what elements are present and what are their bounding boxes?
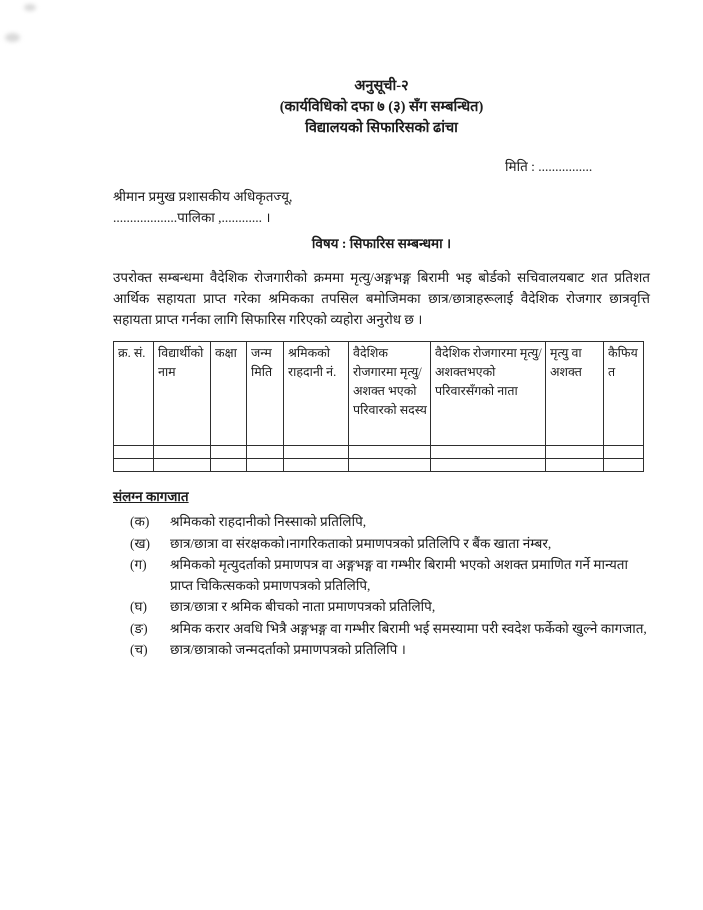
addressee-name: श्रीमान प्रमुख प्रशासकीय अधिकृतज्यू, — [113, 189, 293, 204]
table-cell — [247, 459, 284, 472]
document-body — [113, 76, 650, 662]
attachment-item-text: श्रमिकको मृत्युदर्ताको प्रमाणपत्र वा अङ्गभङ्ग वा गम्भीर बिरामी भएको अशक्त प्रमाणित गर्ने मान्यता प्राप्त चिकित्सकको प्रमाणपत्रको प्रतिलिपि, — [170, 557, 629, 593]
table-cell — [114, 459, 154, 472]
table-cell — [604, 446, 644, 459]
table-cell — [211, 459, 247, 472]
header-student-name: विद्यार्थीको नाम — [154, 342, 211, 446]
attachment-item — [113, 597, 650, 618]
header-birth-date: जन्म मिति — [247, 342, 284, 446]
table-cell — [431, 446, 546, 459]
table-cell — [284, 446, 349, 459]
attachment-item-label: (क) — [130, 514, 150, 529]
header-remarks: कैफियत — [604, 342, 644, 446]
document-subtitle: विद्यालयको सिफारिसको ढांचा — [305, 120, 458, 136]
empty-table-row — [114, 459, 644, 472]
table-cell — [247, 446, 284, 459]
table-cell — [154, 459, 211, 472]
table-cell — [431, 459, 546, 472]
header-class: कक्षा — [211, 342, 247, 446]
document-header — [113, 76, 650, 139]
attachment-item-label: (घ) — [130, 599, 147, 614]
attachment-item — [113, 640, 650, 661]
attachments-list — [113, 512, 650, 661]
table-cell — [546, 459, 604, 472]
table-cell — [546, 446, 604, 459]
attachment-item — [113, 512, 650, 533]
attachment-item-text: श्रमिकको राहदानीको निस्साको प्रतिलिपि, — [170, 514, 367, 529]
table-cell — [349, 459, 431, 472]
procedure-reference: (कार्यविधिको दफा ७ (३) सँग सम्बन्धित) — [279, 99, 484, 115]
table-cell — [114, 446, 154, 459]
body-paragraph: उपरोक्त सम्बन्धमा वैदेशिक रोजगारीको क्रममा मृत्यु/अङ्गभङ्ग बिरामी भइ बोर्डको सचिवालयबाट शत प्रतिशत आर्थिक सहायता प्राप्त गरेका श्रमिकका तपसिल बमोजिमका छात्र/छात्राहरूलाई वैदेशिक रोजगार छात्रवृत्ति सहायता प्राप्त गर्नका लागि सिफारिस गरिएको व्यहोरा अनुरोध छ । — [113, 270, 650, 327]
schedule-title: अनुसूची-२ — [354, 78, 409, 94]
addressee-block — [113, 186, 650, 228]
attachment-item-label: (ख) — [130, 535, 151, 551]
header-passport-no: श्रमिकको राहदानी नं. — [284, 342, 349, 446]
attachment-item-label: (ङ) — [130, 620, 148, 636]
recommendation-table — [113, 341, 644, 472]
attachment-item — [113, 555, 650, 596]
attachment-item-label: (च) — [130, 642, 148, 657]
header-serial-no: क्र. सं. — [114, 342, 154, 446]
table-cell — [211, 446, 247, 459]
table-header-row — [114, 342, 644, 446]
attachment-item-text: छात्र/छात्रा वा संरक्षकको।नागरिकताको प्रमाणपत्रको प्रतिलिपि र बैंक खाता नंम्बर, — [170, 535, 552, 551]
attachment-item — [113, 619, 650, 640]
ink-smudge — [24, 4, 36, 11]
table-cell — [284, 459, 349, 472]
header-family-member: वैदेशिक रोजगारमा मृत्यु/अशक्त भएको परिवारको सदस्य — [349, 342, 431, 446]
subject-line: विषय : सिफारिस सम्बन्धमा । — [311, 236, 452, 251]
attachment-item-text: श्रमिक करार अवधि भित्रै अङ्गभङ्ग वा गम्भीर बिरामी भई समस्यामा परी स्वदेश फर्केको खुल्ने कागजात, — [170, 620, 647, 636]
attachment-item-text: छात्र/छात्रा र श्रमिक बीचको नाता प्रमाणपत्रको प्रतिलिपि, — [170, 599, 436, 614]
attachment-item-text: छात्र/छात्राको जन्मदर्ताको प्रमाणपत्रको प्रतिलिपि । — [170, 642, 406, 657]
attachment-item — [113, 534, 650, 555]
attachments-heading: संलग्न कागजात — [113, 489, 189, 504]
table-cell — [349, 446, 431, 459]
empty-table-row — [114, 446, 644, 459]
header-relation: वैदेशिक रोजगारमा मृत्यु/अशक्तभएको परिवारसँगको नाता — [431, 342, 546, 446]
table-cell — [154, 446, 211, 459]
table-cell — [604, 459, 644, 472]
attachment-item-label: (ग) — [130, 557, 147, 572]
header-death-or-disabled: मृत्यु वा अशक्त — [546, 342, 604, 446]
ink-smudge — [5, 33, 20, 42]
addressee-municipality: ...................पालिका ,............ । — [113, 210, 271, 225]
date-field: मिति : ................ — [505, 159, 593, 174]
